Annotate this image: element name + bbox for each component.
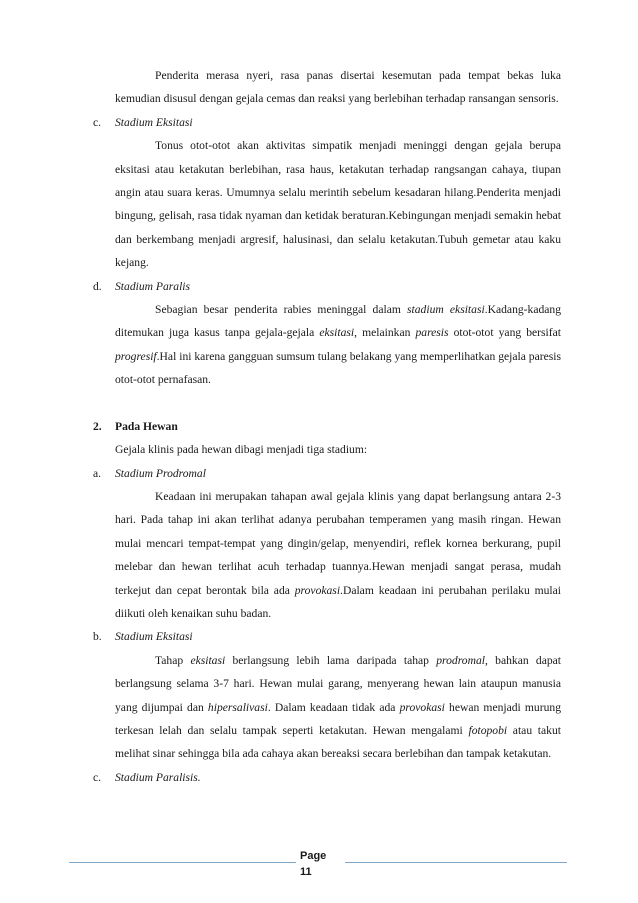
heading-stadium-eksitasi-animal <box>93 625 561 648</box>
page-content <box>93 64 561 789</box>
footer-rule-left <box>69 862 296 863</box>
heading-title: Stadium Paralisis. <box>115 770 201 784</box>
heading-pada-hewan <box>93 415 561 438</box>
list-marker: b. <box>93 630 102 644</box>
heading-title: Stadium Prodromal <box>115 466 206 480</box>
paragraph-stadium-prodromal-animal: Keadaan ini merupakan tahapan awal gejala klinis yang dapat berlangsung antara 2-3 hari. Pada tahap ini akan terlihat adanya perubahan temperamen yang masih ringan. Hewan mulai mencari tempat-tempat yang dingin/gelap, menyendiri, reflek kornea berkurang, pupil melebar dan hewan terlihat acuh terhadap tuannya.Hewan menjadi sangat perasa, mudah terkejut dan cepat berontak bila ada provokasi.Dalam keadaan ini perubahan perilaku mulai diikuti oleh kenaikan suhu badan. <box>115 489 561 620</box>
heading-stadium-prodromal-animal <box>93 462 561 485</box>
heading-stadium-eksitasi-human <box>93 111 561 134</box>
list-marker: 2. <box>93 419 102 433</box>
list-marker: d. <box>93 279 102 293</box>
heading-title: Stadium Eksitasi <box>115 115 193 129</box>
paragraph-stadium-eksitasi-human: Tonus otot-otot akan aktivitas simpatik menjadi meninggi dengan gejala berupa eksitasi atau ketakutan berlebihan, rasa haus, ketakutan terhadap rangsangan cahaya, tiupan angin atau suara keras. Umumnya selalu merintih sebelum kesadaran hilang.Penderita menjadi bingung, gelisah, rasa tidak nyaman dan ketidak beraturan.Kebingungan menjadi semakin hebat dan berkembang menjadi argresif, halusinasi, dan selalu ketakutan.Tubuh gemetar atau kaku kejang. <box>115 139 561 270</box>
heading-title: Pada Hewan <box>115 419 178 433</box>
section-gap <box>93 392 561 415</box>
page-number: 11 <box>300 866 312 878</box>
heading-stadium-paralisis-animal <box>93 766 561 789</box>
paragraph-pada-hewan-intro: Gejala klinis pada hewan dibagi menjadi tiga stadium: <box>115 443 368 457</box>
list-marker: a. <box>93 466 102 480</box>
list-marker: c. <box>93 115 102 129</box>
heading-stadium-paralis-human <box>93 275 561 298</box>
paragraph-stadium-paralis-human: Sebagian besar penderita rabies meninggal dalam stadium eksitasi.Kadang-kadang ditemukan juga kasus tanpa gejala-gejala eksitasi, melainkan paresis otot-otot yang bersifat progresif.Hal ini karena gangguan sumsum tulang belakang yang memperlihatkan gejala paresis otot-otot pernafasan. <box>115 303 561 387</box>
paragraph-stadium-prodromal-human-cont: Penderita merasa nyeri, rasa panas disertai kesemutan pada tempat bekas luka kemudian disusul dengan gejala cemas dan reaksi yang berlebihan terhadap ransangan sensoris. <box>115 69 561 106</box>
heading-title: Stadium Eksitasi <box>115 630 193 644</box>
footer-rule-right <box>345 862 567 863</box>
list-marker: c. <box>93 770 102 784</box>
paragraph-stadium-eksitasi-animal: Tahap eksitasi berlangsung lebih lama daripada tahap prodromal, bahkan dapat berlangsung selama 3-7 hari. Hewan mulai garang, menyerang hewan lain ataupun manusia yang dijumpai dan hipersalivasi. Dalam keadaan tidak ada provokasi hewan menjadi murung terkesan lelah dan selalu tampak seperti ketakutan. Hewan mengalami fotopobi atau takut melihat sinar sehingga bila ada cahaya akan bereaksi secara berlebihan dan tampak ketakutan. <box>115 653 562 761</box>
heading-title: Stadium Paralis <box>115 279 191 293</box>
page-footer <box>0 846 638 886</box>
page-label: Page <box>300 850 327 862</box>
